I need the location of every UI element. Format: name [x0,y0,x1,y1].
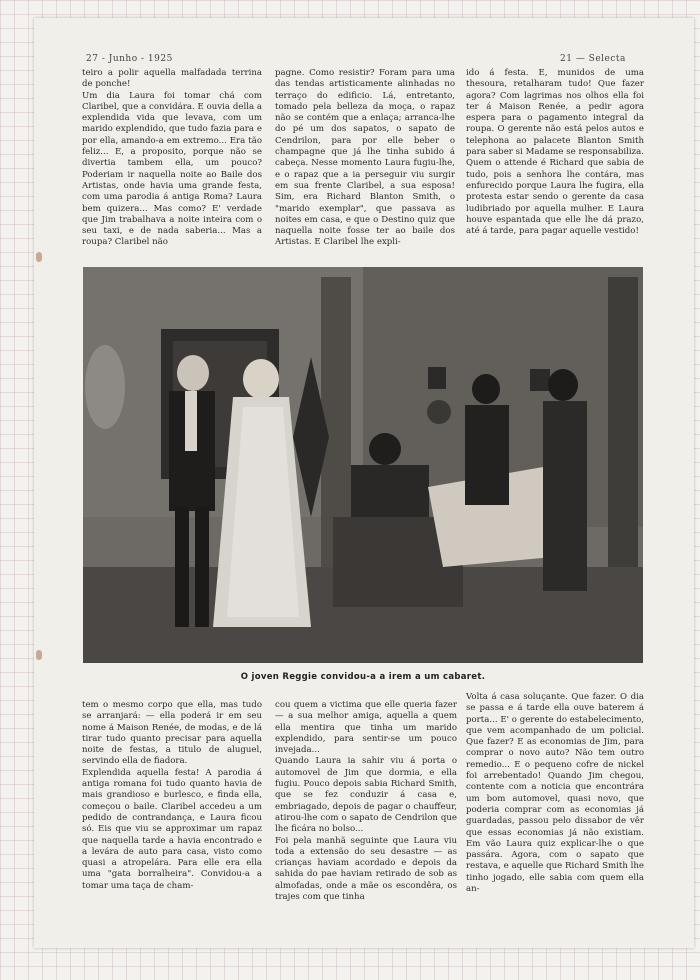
photo-caption: O joven Reggie convidou-a a irem a um cabaret. [240,672,486,682]
binding-hole-mark [36,650,42,660]
film-still-photo [83,267,643,663]
film-still-illustration [83,267,643,663]
text-column-bottom-1: tem o mesmo corpo que ella, mas tudo se arranjará: — ella poderá ir em seu nome á Maison Renée, de modas, e de lá tirar tudo quanto precisar para aquella noite de festas, a titulo de aluguel, servindo ella de fiadora. Explendida aquella festa! A parodia á antiga romana foi tudo quanto havia de mais grandioso e burlesco, e finda ella, começou o baile. Claribel accedeu a um pedido de contrandança, e Laura ficou só. Eis que viu se approximar um rapaz que naquella tarde a havia encontrado e a levára de auto para casa, visto como quasi a atropelára. Para elle era ella uma "gata borralheira". Convidou-a a tomar uma taça de cham- [82,700,262,891]
page-number-title: 21 — Selecta [560,54,626,64]
text-column-top-2: pagne. Como resistir? Foram para uma das tendas artisticamente alinhadas no terraço do edificio. Lá, entretanto, tomado pela belleza da moça, o rapaz não se contém que a enlaça; arranca-lhe do pé um dos sapatos, o sapato de Cendrilon, para por elle beber o champagne que já lhe tinha subido á cabeça. Nesse momento Laura fugiu-lhe, e o rapaz que a ia perseguir viu surgir em sua frente Claribel, a sua esposa! Sim, era Richard Blanton Smith, o "marido exemplar", que passava as noites em casa, e que o Destino quiz que naquella noite fosse ter ao baile dos Artistas. E Claribel lhe expli- [275,68,455,248]
text-column-top-1: teiro a polir aquella malfadada terrina de ponche! Um dia Laura foi tomar chá com Claribel, que a convidára. E ouvia della a explendida vida que levava, com um marido explendido, que tudo fazia para e por ella, amando-a em extremo... Era tão feliz... E, a proposito, porque não se divertia tambem ella, um pouco? Poderiam ir naquella noite ao Baile dos Artistas, onde havia uma grande festa, com uma parodia á antiga Roma? Laura bem quizera... Mas como? E' verdade que Jim trabalhava a noite inteira com o seu taxi, e de nada saberia... Mas a roupa? Claribel não [82,68,262,248]
binding-hole-mark [36,252,42,262]
page-date: 27 - Junho - 1925 [86,54,173,64]
text-column-bottom-2: cou quem a victima que elle queria fazer — a sua melhor amiga, aquella a quem ella mentira que tinha um marido explendido, para sentir-se um pouco invejada... Quando Laura ia sahir viu á porta o automovel de Jim que dormia, e ella fugiu. Pouco depois sabia Richard Smith, que se fez conduzir á casa e, embriagado, depois de pagar o chauffeur, atirou-lhe com o sapato de Cendrilon que lhe ficára no bolso... Foi pela manhã seguinte que Laura viu toda a extensão do seu desastre — as crianças haviam acordado e depois da sahida do pae haviam retirado de sob as almofadas, onde a mãe os escondêra, os trajes com que tinha [275,700,457,903]
text-column-top-3: ido á festa. E, munidos de uma thesoura, retalharam tudo! Que fazer agora? Com lagrimas nos olhos ella foi ter á Maison Renée, a pedir agora espera para o pagamento integral da roupa. O gerente não está pelos autos e telephona ao palacete Blanton Smith para saber si Madame se responsabiliza. Quem o attende é Richard que sabia de tudo, pois a senhora lhe contára, mas enfurecido porque Laura lhe fugira, ella protesta estar sendo o gerente da casa ludibriado por aquella mulher. E Laura houve espantada que elle lhe dá prazo, até á tarde, para pagar aquelle vestido! [466,68,644,237]
text-column-bottom-3: Volta á casa soluçante. Que fazer. O dia se passa e á tarde ella ouve baterem á porta... E' o gerente do estabelecimento, que vem acompanhado de um policial. Que fazer? E as economias de Jim, para comprar o novo auto? Não tem outro remedio... E o pequeno cofre de nickel foi arrebentado! Quando Jim chegou, contente com a noticia que encontrára um bom automovel, quasi novo, que poderia comprar com as economias já guardadas, passou pelo dissabor de vêr que essas economias já não existiam. Em vão Laura quiz explicar-lhe o que passára. Agora, com o sapato que restava, e aquelle que Richard Smith lhe tinho jogado, elle sabia com quem ella an- [466,692,644,895]
